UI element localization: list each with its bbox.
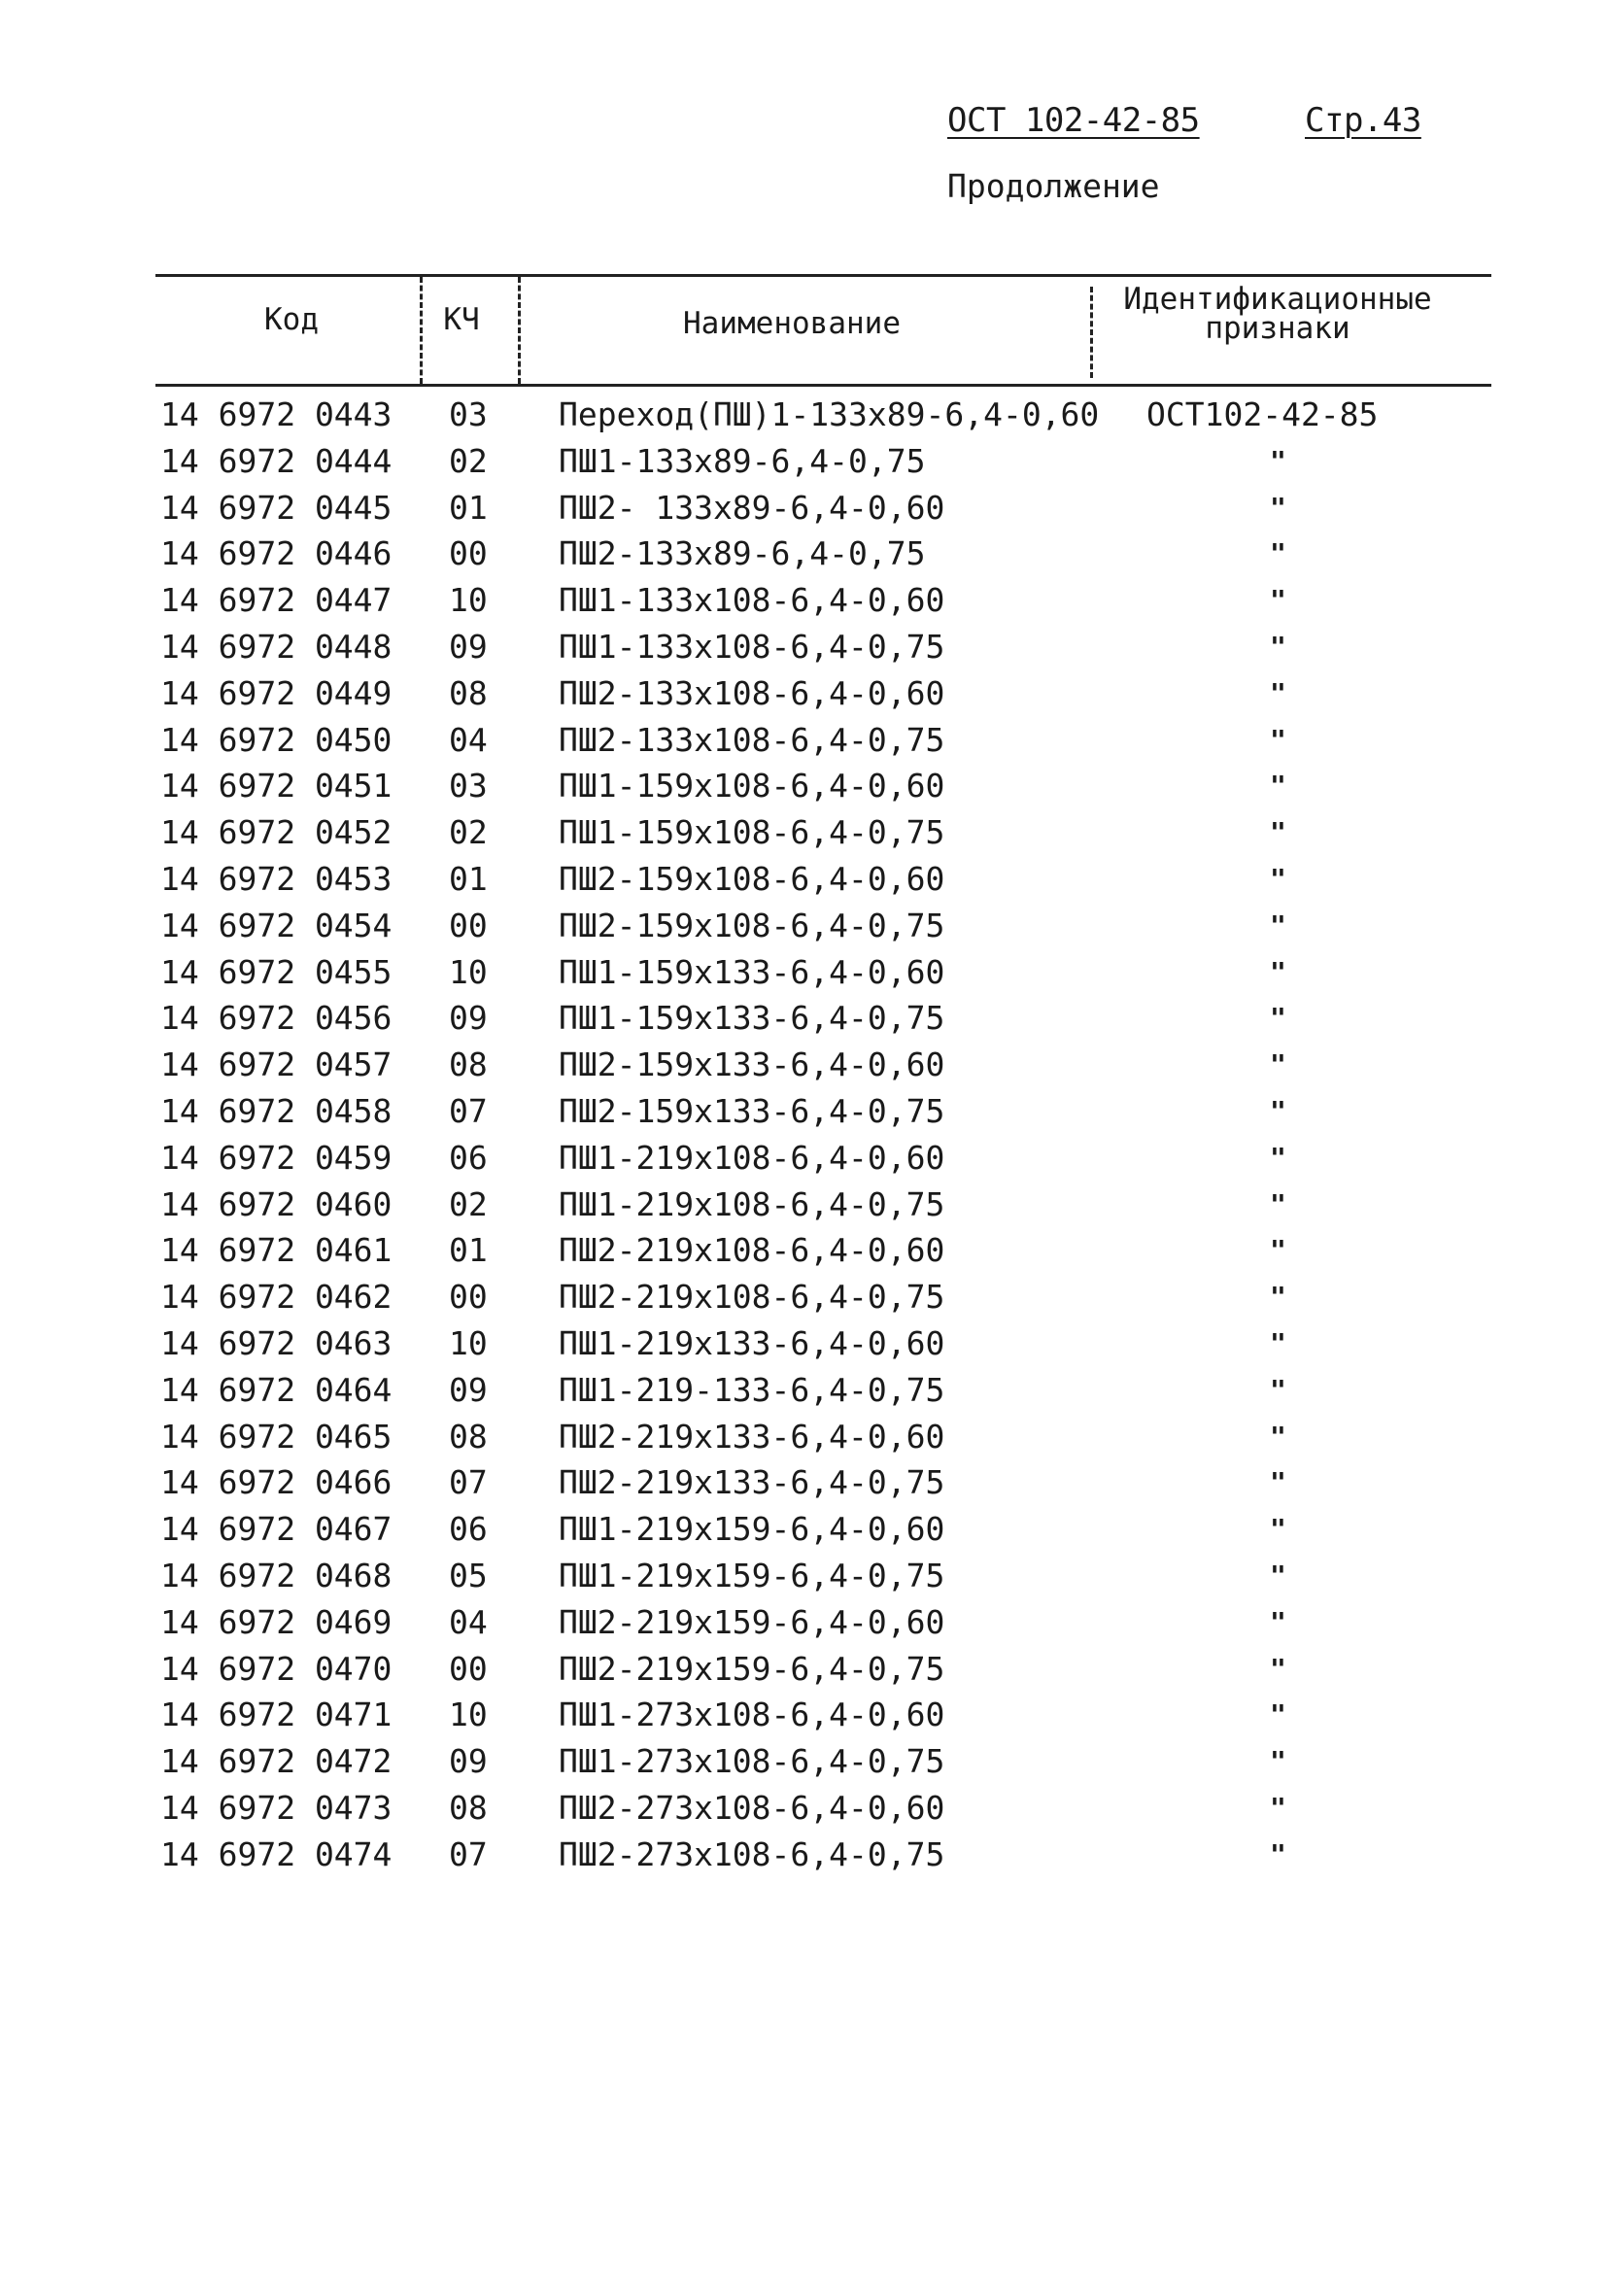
column-header-ident bbox=[1074, 282, 1482, 346]
cell-code: 14 6972 0465 bbox=[160, 1417, 393, 1456]
cell-code: 14 6972 0447 bbox=[160, 581, 393, 620]
cell-code: 14 6972 0462 bbox=[160, 1278, 393, 1317]
cell-ident: " bbox=[1270, 584, 1286, 617]
table-row bbox=[160, 624, 1491, 670]
cell-ident: " bbox=[1270, 908, 1286, 942]
cell-code: 14 6972 0473 bbox=[160, 1788, 393, 1827]
cell-code: 14 6972 0454 bbox=[160, 906, 393, 944]
cell-ident: " bbox=[1270, 1745, 1286, 1778]
cell-name: ПШ2-133х89-6,4-0,75 bbox=[559, 534, 926, 573]
cell-kch: 08 bbox=[449, 1788, 488, 1827]
cell-code: 14 6972 0452 bbox=[160, 813, 393, 852]
cell-code: 14 6972 0453 bbox=[160, 859, 393, 898]
cell-kch: 02 bbox=[449, 1184, 488, 1223]
cell-kch: 00 bbox=[449, 906, 488, 944]
table-row bbox=[160, 485, 1491, 531]
cell-name: ПШ1-133х108-6,4-0,75 bbox=[559, 627, 945, 666]
table-row bbox=[160, 763, 1491, 809]
cell-code: 14 6972 0457 bbox=[160, 1045, 393, 1084]
column-header-ident-line2: признаки bbox=[1205, 311, 1350, 346]
cell-code: 14 6972 0472 bbox=[160, 1742, 393, 1781]
page-number: Стр.43 bbox=[1305, 101, 1421, 140]
cell-kch: 00 bbox=[449, 1278, 488, 1317]
table-row bbox=[160, 1042, 1491, 1088]
cell-ident: " bbox=[1270, 770, 1286, 803]
cell-name: ПШ2- 133х89-6,4-0,60 bbox=[559, 488, 945, 527]
cell-name: ПШ1-159х108-6,4-0,75 bbox=[559, 813, 945, 852]
cell-kch: 08 bbox=[449, 1417, 488, 1456]
cell-code: 14 6972 0468 bbox=[160, 1556, 393, 1594]
table-row bbox=[160, 1506, 1491, 1553]
table-row bbox=[160, 577, 1491, 624]
cell-code: 14 6972 0470 bbox=[160, 1649, 393, 1688]
cell-code: 14 6972 0463 bbox=[160, 1323, 393, 1362]
cell-code: 14 6972 0449 bbox=[160, 673, 393, 712]
cell-name: ПШ2-273х108-6,4-0,75 bbox=[559, 1834, 945, 1873]
cell-kch: 09 bbox=[449, 999, 488, 1038]
cell-code: 14 6972 0458 bbox=[160, 1091, 393, 1130]
cell-code: 14 6972 0448 bbox=[160, 627, 393, 666]
cell-ident: " bbox=[1270, 1652, 1286, 1685]
cell-code: 14 6972 0445 bbox=[160, 488, 393, 527]
cell-ident: " bbox=[1270, 1420, 1286, 1453]
cell-name: ПШ2-219х159-6,4-0,60 bbox=[559, 1602, 945, 1641]
cell-ident: " bbox=[1270, 955, 1286, 988]
cell-name: ПШ2-273х108-6,4-0,60 bbox=[559, 1788, 945, 1827]
continuation-label: Продолжение bbox=[947, 167, 1160, 205]
cell-code: 14 6972 0466 bbox=[160, 1463, 393, 1502]
cell-name: ПШ1-219-133-6,4-0,75 bbox=[559, 1370, 945, 1409]
cell-ident: " bbox=[1270, 816, 1286, 849]
cell-ident: " bbox=[1270, 1837, 1286, 1870]
cell-kch: 07 bbox=[449, 1091, 488, 1130]
cell-ident: " bbox=[1270, 1698, 1286, 1731]
table-row bbox=[160, 1459, 1491, 1506]
cell-name: ПШ1-219х159-6,4-0,60 bbox=[559, 1510, 945, 1549]
cell-ident: " bbox=[1270, 1048, 1286, 1081]
cell-ident: " bbox=[1270, 1373, 1286, 1406]
table-row bbox=[160, 1738, 1491, 1785]
cell-code: 14 6972 0469 bbox=[160, 1602, 393, 1641]
cell-name: ПШ2-219х108-6,4-0,60 bbox=[559, 1231, 945, 1270]
cell-kch: 08 bbox=[449, 1045, 488, 1084]
cell-ident: " bbox=[1270, 862, 1286, 895]
cell-name: ПШ1-159х133-6,4-0,60 bbox=[559, 952, 945, 991]
cell-ident: " bbox=[1270, 1094, 1286, 1127]
table-row bbox=[160, 856, 1491, 903]
cell-ident: " bbox=[1270, 1326, 1286, 1359]
table-body bbox=[160, 392, 1491, 1878]
cell-ident: " bbox=[1270, 1466, 1286, 1499]
cell-kch: 09 bbox=[449, 1742, 488, 1781]
cell-kch: 00 bbox=[449, 1649, 488, 1688]
cell-kch: 08 bbox=[449, 673, 488, 712]
table-row bbox=[160, 717, 1491, 764]
cell-ident: " bbox=[1270, 444, 1286, 477]
table-row bbox=[160, 438, 1491, 485]
column-header-ident-line1: Идентификационные bbox=[1123, 282, 1432, 317]
cell-code: 14 6972 0446 bbox=[160, 534, 393, 573]
table-row bbox=[160, 1274, 1491, 1320]
cell-kch: 01 bbox=[449, 859, 488, 898]
cell-name: ПШ2-219х133-6,4-0,60 bbox=[559, 1417, 945, 1456]
cell-kch: 02 bbox=[449, 813, 488, 852]
cell-kch: 09 bbox=[449, 1370, 488, 1409]
cell-kch: 04 bbox=[449, 720, 488, 759]
cell-name: ПШ1-133х108-6,4-0,60 bbox=[559, 581, 945, 620]
cell-kch: 07 bbox=[449, 1834, 488, 1873]
cell-code: 14 6972 0456 bbox=[160, 999, 393, 1038]
table-row bbox=[160, 809, 1491, 856]
cell-ident: " bbox=[1270, 630, 1286, 663]
table-row bbox=[160, 1367, 1491, 1414]
cell-kch: 10 bbox=[449, 1696, 488, 1734]
cell-name: ПШ1-273х108-6,4-0,75 bbox=[559, 1742, 945, 1781]
table-row bbox=[160, 670, 1491, 717]
cell-kch: 03 bbox=[449, 395, 488, 433]
cell-ident: " bbox=[1270, 1559, 1286, 1592]
cell-code: 14 6972 0471 bbox=[160, 1696, 393, 1734]
cell-ident: " bbox=[1270, 1187, 1286, 1220]
column-divider bbox=[518, 277, 521, 384]
cell-kch: 10 bbox=[449, 581, 488, 620]
cell-name: ПШ2-133х108-6,4-0,75 bbox=[559, 720, 945, 759]
table-row bbox=[160, 1182, 1491, 1228]
cell-name: ПШ1-219х108-6,4-0,60 bbox=[559, 1138, 945, 1177]
table-row bbox=[160, 1088, 1491, 1135]
cell-ident: " bbox=[1270, 1605, 1286, 1638]
cell-code: 14 6972 0467 bbox=[160, 1510, 393, 1549]
table-row bbox=[160, 1692, 1491, 1738]
cell-name: ПШ1-219х159-6,4-0,75 bbox=[559, 1556, 945, 1594]
cell-kch: 10 bbox=[449, 1323, 488, 1362]
table-row bbox=[160, 392, 1491, 438]
cell-kch: 03 bbox=[449, 767, 488, 805]
cell-ident: " bbox=[1270, 1141, 1286, 1174]
cell-kch: 04 bbox=[449, 1602, 488, 1641]
cell-name: ПШ2-159х133-6,4-0,60 bbox=[559, 1045, 945, 1084]
column-header-name: Наименование bbox=[683, 306, 901, 341]
cell-code: 14 6972 0451 bbox=[160, 767, 393, 805]
cell-ident: " bbox=[1270, 723, 1286, 756]
cell-code: 14 6972 0443 bbox=[160, 395, 393, 433]
cell-ident: " bbox=[1270, 537, 1286, 570]
cell-kch: 05 bbox=[449, 1556, 488, 1594]
cell-kch: 01 bbox=[449, 488, 488, 527]
table-row bbox=[160, 1227, 1491, 1274]
cell-ident: " bbox=[1270, 491, 1286, 524]
table-row bbox=[160, 949, 1491, 996]
cell-ident: " bbox=[1270, 1513, 1286, 1546]
cell-kch: 09 bbox=[449, 627, 488, 666]
cell-kch: 07 bbox=[449, 1463, 488, 1502]
cell-ident: " bbox=[1270, 676, 1286, 709]
cell-name: ПШ1-219х108-6,4-0,75 bbox=[559, 1184, 945, 1223]
table-row bbox=[160, 1785, 1491, 1832]
table-row bbox=[160, 903, 1491, 949]
table-row bbox=[160, 1414, 1491, 1460]
column-header-code: Код bbox=[264, 302, 319, 337]
cell-ident: " bbox=[1270, 1002, 1286, 1035]
table-row bbox=[160, 995, 1491, 1042]
column-header-kch: КЧ bbox=[443, 302, 480, 337]
table-row bbox=[160, 1553, 1491, 1599]
cell-kch: 00 bbox=[449, 534, 488, 573]
cell-name: ПШ2-219х159-6,4-0,75 bbox=[559, 1649, 945, 1688]
cell-code: 14 6972 0464 bbox=[160, 1370, 393, 1409]
cell-kch: 10 bbox=[449, 952, 488, 991]
cell-ident: " bbox=[1270, 1234, 1286, 1267]
table-row bbox=[160, 531, 1491, 577]
cell-name: ПШ2-133х108-6,4-0,60 bbox=[559, 673, 945, 712]
cell-code: 14 6972 0460 bbox=[160, 1184, 393, 1223]
cell-name: ПШ1-219х133-6,4-0,60 bbox=[559, 1323, 945, 1362]
table-row bbox=[160, 1832, 1491, 1878]
cell-name: ПШ1-159х108-6,4-0,60 bbox=[559, 767, 945, 805]
cell-name: ПШ2-159х108-6,4-0,75 bbox=[559, 906, 945, 944]
cell-name: ПШ2-159х133-6,4-0,75 bbox=[559, 1091, 945, 1130]
table-header bbox=[155, 274, 1491, 387]
cell-kch: 06 bbox=[449, 1510, 488, 1549]
table-row bbox=[160, 1599, 1491, 1646]
cell-name: ПШ1-273х108-6,4-0,60 bbox=[559, 1696, 945, 1734]
cell-name: ПШ1-159х133-6,4-0,75 bbox=[559, 999, 945, 1038]
cell-ident: " bbox=[1270, 1281, 1286, 1314]
table-row bbox=[160, 1135, 1491, 1182]
cell-code: 14 6972 0444 bbox=[160, 441, 393, 480]
table-row bbox=[160, 1320, 1491, 1367]
cell-name: Переход(ПШ)1-133х89-6,4-0,60 bbox=[559, 395, 1100, 433]
cell-name: ПШ1-133х89-6,4-0,75 bbox=[559, 441, 926, 480]
cell-kch: 01 bbox=[449, 1231, 488, 1270]
document-code: ОСТ 102-42-85 bbox=[947, 101, 1200, 140]
cell-code: 14 6972 0461 bbox=[160, 1231, 393, 1270]
cell-ident: ОСТ102-42-85 bbox=[1146, 395, 1379, 433]
cell-code: 14 6972 0450 bbox=[160, 720, 393, 759]
cell-name: ПШ2-219х133-6,4-0,75 bbox=[559, 1463, 945, 1502]
cell-kch: 02 bbox=[449, 441, 488, 480]
cell-code: 14 6972 0474 bbox=[160, 1834, 393, 1873]
cell-code: 14 6972 0455 bbox=[160, 952, 393, 991]
cell-ident: " bbox=[1270, 1791, 1286, 1824]
table-row bbox=[160, 1646, 1491, 1693]
cell-name: ПШ2-219х108-6,4-0,75 bbox=[559, 1278, 945, 1317]
cell-name: ПШ2-159х108-6,4-0,60 bbox=[559, 859, 945, 898]
cell-code: 14 6972 0459 bbox=[160, 1138, 393, 1177]
cell-kch: 06 bbox=[449, 1138, 488, 1177]
